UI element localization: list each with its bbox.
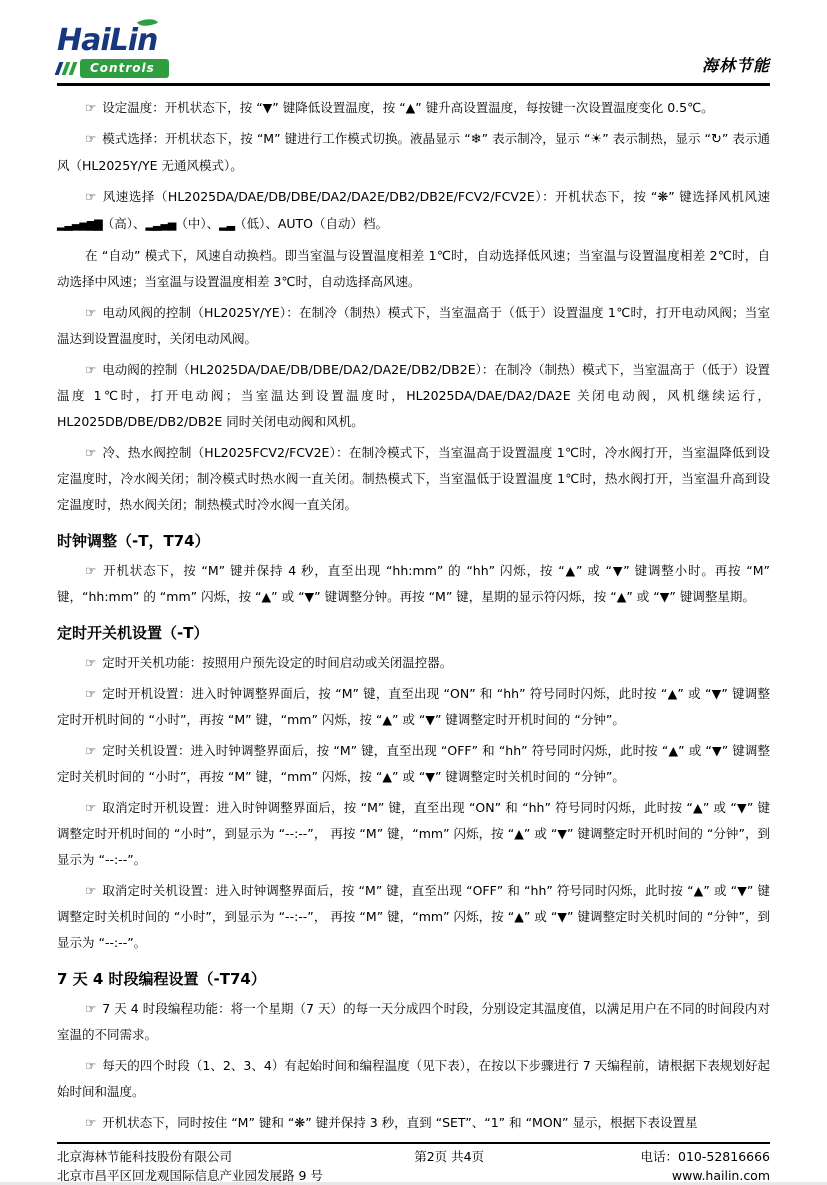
pointing-hand-icon: ☞ bbox=[85, 362, 97, 377]
stripe-icon bbox=[69, 62, 78, 75]
pointing-hand-icon: ☞ bbox=[85, 131, 97, 146]
footer-phone: 电话：010-52816666 bbox=[640, 1149, 771, 1164]
fan-speed-mid-icon: ▂▃▄▅ bbox=[145, 218, 176, 231]
text-run: 电动风阀的控制（HL2025Y/YE）：在制冷（制热）模式下，当室温高于（低于）设置温度 1℃时，打开电动风阀；当室温达到设置温度时，关闭电动风阀。 bbox=[57, 305, 770, 346]
paragraph bbox=[57, 126, 770, 179]
logo-controls-label: Controls bbox=[80, 59, 169, 78]
paragraph bbox=[57, 1053, 770, 1105]
footer-website: www.hailin.com bbox=[671, 1168, 771, 1183]
footer-right bbox=[520, 1147, 770, 1185]
text-run: 开机状态下，同时按住 “M” 键和 “ bbox=[102, 1115, 295, 1130]
section-heading bbox=[57, 530, 770, 552]
pointing-hand-icon: ☞ bbox=[85, 1115, 97, 1130]
text-run: 定时开关机功能：按照用户预先设定的时间启动或关闭温控器。 bbox=[102, 655, 453, 670]
text-run: 定时开关机设置（-T） bbox=[57, 624, 209, 642]
page-footer bbox=[57, 1142, 770, 1185]
cool-mode-icon: ❄ bbox=[470, 132, 482, 147]
text-run: 冷、热水阀控制（HL2025FCV2/FCV2E）：在制冷模式下，当室温高于设置温度 1℃时，冷水阀打开，当室温降低到设定温度时，冷水阀关闭；制冷模式时热水阀一直关闭。制热模式下，当室温低于设置温度 1℃时，热水阀打开，当室温升高到设定温度时，热水阀关闭；制热模式时冷水阀一直关闭。 bbox=[57, 445, 770, 512]
logo-wordmark bbox=[57, 23, 158, 58]
text-run: 定时关机设置：进入时钟调整界面后，按 “M” 键，直至出现 “OFF” 和 “hh” 符号同时闪烁，此时按 “▲” 或 “▼” 键调整定时关机时间的 “小时”，再按 “M” 键，“mm” 闪烁，按 “▲” 或 “▼” 键调整定时关机时间的 “分钟”。 bbox=[57, 743, 770, 784]
paragraph bbox=[57, 878, 770, 956]
paragraph bbox=[57, 300, 770, 352]
text-run: ” 表示制冷，显示 “ bbox=[481, 131, 591, 146]
paragraph bbox=[57, 243, 770, 295]
text-run: 电动阀的控制（HL2025DA/DAE/DB/DBE/DA2/DA2E/DB2/DB2E）：在制冷（制热）模式下，当室温高于（低于）设置温度 1℃时，打开电动阀；当室温达到设置温度时，HL2025DA/DAE/DA2/DA2E 关闭电动阀，风机继续运行，HL2025DB/DBE/DB2/DB2E 同时关闭电动阀和风机。 bbox=[57, 362, 770, 429]
text-run: 在 “自动” 模式下，风速自动换档。即当室温与设置温度相差 1℃时，自动选择低风速；当室温与设置温度相差 2℃时，自动选择中风速；当室温与设置温度相差 3℃时，自动选择高风速。 bbox=[57, 248, 770, 289]
paragraph bbox=[57, 996, 770, 1048]
brand-name: 海林节能 bbox=[701, 56, 770, 75]
pointing-hand-icon: ☞ bbox=[85, 1001, 97, 1016]
text-run: 定时开机设置：进入时钟调整界面后，按 “M” 键，直至出现 “ON” 和 “hh” 符号同时闪烁，此时按 “▲” 或 “▼” 键调整定时开机时间的 “小时”，再按 “M” 键，“mm” 闪烁，按 “▲” 或 “▼” 键调整定时开机时间的 “分钟”。 bbox=[57, 686, 770, 727]
text-run: 7 天 4 时段编程设置（-T74） bbox=[57, 970, 266, 988]
paragraph bbox=[57, 357, 770, 435]
footer-left bbox=[57, 1147, 378, 1185]
text-run: ” 表示制热，显示 “ bbox=[602, 131, 711, 146]
document-body bbox=[57, 86, 770, 1142]
hailin-logo bbox=[57, 23, 169, 78]
fan-key-icon: ❋ bbox=[657, 190, 669, 205]
text-run: ” 表示通风（HL2025Y/YE 无通风模式）。 bbox=[57, 131, 770, 173]
paragraph bbox=[57, 738, 770, 790]
text-run: （低）、AUTO（自动）档。 bbox=[234, 216, 388, 231]
logo-text: HaiLin bbox=[57, 23, 158, 58]
paragraph bbox=[57, 440, 770, 518]
pointing-hand-icon: ☞ bbox=[85, 563, 97, 578]
heat-mode-icon: ☀ bbox=[590, 132, 603, 147]
paragraph bbox=[57, 650, 770, 676]
section-heading bbox=[57, 968, 770, 990]
paragraph bbox=[57, 95, 770, 121]
pointing-hand-icon: ☞ bbox=[85, 189, 97, 204]
footer-company: 北京海林节能科技股份有限公司 bbox=[57, 1149, 233, 1164]
paragraph bbox=[57, 1110, 770, 1137]
section-heading bbox=[57, 622, 770, 644]
pointing-hand-icon: ☞ bbox=[85, 883, 97, 898]
vent-mode-icon: ↻ bbox=[711, 132, 722, 147]
text-run: 取消定时开机设置：进入时钟调整界面后，按 “M” 键，直至出现 “ON” 和 “hh” 符号同时闪烁，此时按 “▲” 或 “▼” 键调整定时开机时间的 “小时”，到显示为 “--:--”， 再按 “M” 键，“mm” 闪烁，按 “▲” 或 “▼” 键调整定时开机时间的 “分钟”，到显示为 “--:--”。 bbox=[57, 800, 770, 867]
text-run: 开机状态下，按 “M” 键并保持 4 秒，直至出现 “hh:mm” 的 “hh” 闪烁，按 “▲” 或 “▼” 键调整小时。再按 “M” 键，“hh:mm” 的 “mm” 闪烁，按 “▲” 或 “▼” 键调整分钟。再按 “M” 键，星期的显示符闪烁，按 “▲” 或 “▼” 键调整星期。 bbox=[57, 563, 770, 604]
fan-speed-high-icon: ▂▃▄▅▆▇ bbox=[57, 218, 102, 231]
footer-page-number: 第2页 共4页 bbox=[414, 1149, 485, 1164]
text-run: 7 天 4 时段编程功能：将一个星期（7 天）的每一天分成四个时段，分别设定其温度值，以满足用户在不同的时间段内对室温的不同需求。 bbox=[57, 1001, 770, 1042]
text-run: （高）、 bbox=[101, 216, 146, 231]
text-run: 设定温度：开机状态下，按 “▼” 键降低设置温度，按 “▲” 键升高设置温度，每按键一次设置温度变化 0.5℃。 bbox=[102, 100, 714, 115]
paragraph bbox=[57, 184, 770, 238]
text-run: 模式选择：开机状态下，按 “M” 键进行工作模式切换。液晶显示 “ bbox=[102, 131, 471, 146]
text-run: 每天的四个时段（1、2、3、4）有起始时间和编程温度（见下表），在按以下步骤进行 7 天编程前，请根据下表规划好起始时间和温度。 bbox=[57, 1058, 770, 1099]
pointing-hand-icon: ☞ bbox=[85, 305, 97, 320]
pointing-hand-icon: ☞ bbox=[85, 1058, 97, 1073]
pointing-hand-icon: ☞ bbox=[85, 100, 97, 115]
pointing-hand-icon: ☞ bbox=[85, 655, 97, 670]
text-run: ” 键并保持 3 秒，直到 “SET”、“1” 和 “MON” 显示，根据下表设置星 bbox=[305, 1115, 698, 1130]
footer-address: 北京市昌平区回龙观国际信息产业园发展路 9 号 bbox=[57, 1168, 323, 1183]
pointing-hand-icon: ☞ bbox=[85, 686, 97, 701]
pointing-hand-icon: ☞ bbox=[85, 743, 97, 758]
paragraph bbox=[57, 795, 770, 873]
text-run: ” 键选择风机风速 bbox=[668, 189, 770, 204]
fan-key-icon: ❋ bbox=[294, 1116, 306, 1131]
logo-subline bbox=[57, 59, 169, 78]
paragraph bbox=[57, 681, 770, 733]
paragraph bbox=[57, 558, 770, 610]
page-header bbox=[57, 23, 770, 86]
text-run: 取消定时关机设置：进入时钟调整界面后，按 “M” 键，直至出现 “OFF” 和 “hh” 符号同时闪烁，此时按 “▲” 或 “▼” 键调整定时关机时间的 “小时”，到显示为 “--:--”， 再按 “M” 键，“mm” 闪烁，按 “▲” 或 “▼” 键调整定时关机时间的 “分钟”，到显示为 “--:--”。 bbox=[57, 883, 770, 950]
pointing-hand-icon: ☞ bbox=[85, 445, 97, 460]
fan-speed-low-icon: ▂▃ bbox=[219, 218, 235, 231]
pointing-hand-icon: ☞ bbox=[85, 800, 97, 815]
text-run: 风速选择（HL2025DA/DAE/DB/DBE/DA2/DA2E/DB2/DB2E/FCV2/FCV2E）：开机状态下，按 “ bbox=[102, 189, 658, 204]
text-run: （中）、 bbox=[175, 216, 220, 231]
text-run: 时钟调整（-T，T74） bbox=[57, 532, 210, 550]
